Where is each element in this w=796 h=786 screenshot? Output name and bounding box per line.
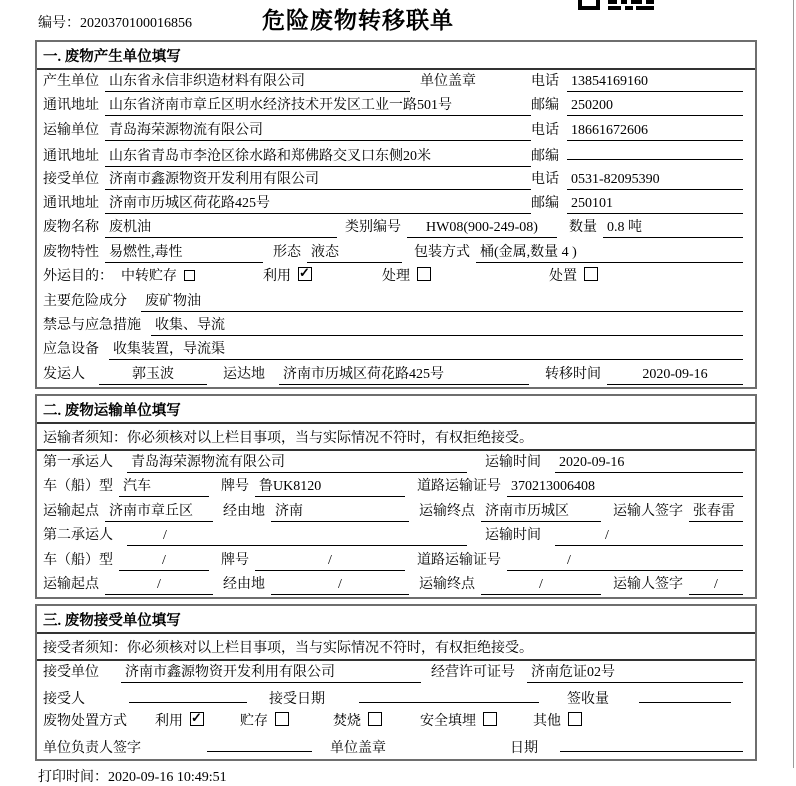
first-carrier-label: 第一承运人 xyxy=(43,455,113,471)
receiver-notice-text: 接受者须知：你必须核对以上栏目事项，当与实际情况不符时，有权拒绝接受。 xyxy=(43,640,533,656)
section-receiver-title: 三. 废物接受单位填写 xyxy=(37,606,755,634)
section-transporter-title: 二. 废物运输单位填写 xyxy=(37,396,755,424)
plate-label: 牌号 xyxy=(221,479,249,495)
receive-date-value xyxy=(359,686,539,703)
row-waste-character xyxy=(37,241,755,265)
row-transporter xyxy=(37,119,755,143)
disposal-other-checkbox xyxy=(568,712,582,726)
serial-number: 2020370100016856 xyxy=(80,16,192,31)
transporter-value: 青岛海荣源物流有限公司 xyxy=(105,119,531,141)
license-value: 济南危证02号 xyxy=(527,661,743,683)
first-carrier-value: 青岛海荣源物流有限公司 xyxy=(127,451,467,473)
receiver-zip-value: 250101 xyxy=(567,196,743,214)
terminus-2-value: / xyxy=(481,577,601,595)
row-receiver-address xyxy=(37,192,755,216)
row-producer-address xyxy=(37,94,755,118)
vehicle-type-2-value: / xyxy=(119,553,209,571)
destination-value: 济南市历城区荷花路425号 xyxy=(279,363,529,385)
destination-label: 运达地 xyxy=(223,366,265,382)
quantity-value: 0.8 吨 xyxy=(603,216,743,238)
vehicle-type-1-value: 汽车 xyxy=(119,475,209,497)
row-hazard-component xyxy=(37,290,755,314)
print-time-label: 打印时间： xyxy=(38,769,108,785)
plate-2-value: / xyxy=(255,553,405,571)
carrier-sign-2-value: / xyxy=(689,577,743,595)
character-value: 易燃性,毒性 xyxy=(105,241,263,263)
row-receiver xyxy=(37,168,755,192)
equipment-label: 应急设备 xyxy=(43,342,99,358)
row-vehicle-2 xyxy=(37,549,755,573)
transport-time-label: 运输时间 xyxy=(485,528,541,544)
document-header xyxy=(0,0,796,40)
producer-phone-value: 13854169160 xyxy=(567,74,743,92)
transporter-address-value: 山东省青岛市李沧区徐水路和郑佛路交叉口东侧20米 xyxy=(105,145,531,167)
row-first-carrier xyxy=(37,451,755,475)
page-right-border xyxy=(793,0,794,768)
waste-name-value: 废机油 xyxy=(105,216,337,238)
category-label: 类别编号 xyxy=(345,220,401,236)
row-route-2 xyxy=(37,573,755,597)
disposal-use-checkbox-checked xyxy=(190,712,204,726)
character-label: 废物特性 xyxy=(43,244,99,260)
transport-time-label: 运输时间 xyxy=(485,455,541,471)
receiver-phone-value: 0531-82095390 xyxy=(567,172,743,190)
option-disposal-burn xyxy=(333,710,382,730)
transfer-storage-checkbox xyxy=(184,270,195,281)
option-disposal-landfill xyxy=(420,710,497,730)
origin-label: 运输起点 xyxy=(43,503,99,519)
transporter-label: 运输单位 xyxy=(43,122,99,138)
packing-value: 桶(金属,数量 4 ) xyxy=(476,241,743,263)
receiving-unit-value: 济南市鑫源物资开发利用有限公司 xyxy=(121,661,421,683)
section-transporter xyxy=(35,394,757,599)
row-transport-purpose xyxy=(37,265,755,289)
second-carrier-label: 第二承运人 xyxy=(43,528,113,544)
producer-label: 产生单位 xyxy=(43,74,99,89)
phone-label: 电话 xyxy=(531,122,559,138)
option-disposal-other-label: 其他 xyxy=(533,714,561,730)
quantity-label: 数量 xyxy=(569,220,597,236)
second-carrier-value: / xyxy=(127,528,467,546)
option-transfer-storage xyxy=(121,265,195,285)
transfer-time-label: 转移时间 xyxy=(545,366,601,382)
via-label: 经由地 xyxy=(223,577,265,593)
row-transporter-notice xyxy=(37,424,755,451)
date-label: 日期 xyxy=(510,740,538,756)
row-shipper xyxy=(37,363,755,387)
option-treat xyxy=(382,265,431,285)
row-recipient xyxy=(37,686,755,710)
row-emergency-equipment xyxy=(37,338,755,362)
page-title: 危险废物转移联单 xyxy=(262,8,454,33)
disposal-store-checkbox xyxy=(275,712,289,726)
origin-1-value: 济南市章丘区 xyxy=(105,500,213,522)
transporter-phone-value: 18661672606 xyxy=(567,123,743,141)
option-use-label: 利用 xyxy=(263,269,291,285)
disposal-landfill-checkbox xyxy=(483,712,497,726)
receive-date-label: 接受日期 xyxy=(269,691,325,707)
hazard-label: 主要危险成分 xyxy=(43,293,127,309)
terminus-label: 运输终点 xyxy=(419,577,475,593)
option-disposal-use xyxy=(155,710,204,730)
row-receiver-notice xyxy=(37,634,755,661)
receiver-address-value: 济南市历城区荷花路425号 xyxy=(105,192,531,214)
serial-label: 编号： xyxy=(38,16,80,31)
option-dispose-label: 处置 xyxy=(549,269,577,285)
form-value: 液态 xyxy=(307,241,402,263)
row-disposal-method xyxy=(37,710,755,734)
transfer-time-value: 2020-09-16 xyxy=(607,367,743,385)
row-second-carrier xyxy=(37,524,755,548)
zip-label: 邮编 xyxy=(531,149,559,165)
use-checkbox-checked xyxy=(298,267,312,281)
via-1-value: 济南 xyxy=(271,500,409,522)
transporter-zip-value xyxy=(567,143,743,160)
hazard-value: 废矿物油 xyxy=(141,290,743,312)
purpose-label: 外运目的： xyxy=(43,269,113,285)
row-vehicle-1 xyxy=(37,475,755,499)
date-value xyxy=(560,735,743,752)
first-carrier-time-value: 2020-09-16 xyxy=(555,455,743,473)
shipper-label: 发运人 xyxy=(43,366,85,382)
transporter-notice-text: 运输者须知：你必须核对以上栏目事项，当与实际情况不符时，有权拒绝接受。 xyxy=(43,430,533,446)
license-label: 经营许可证号 xyxy=(431,665,515,681)
head-signature-value xyxy=(207,735,312,752)
terminus-1-value: 济南市历城区 xyxy=(481,500,601,522)
carrier-sign-1-value: 张春雷 xyxy=(689,500,743,522)
signed-amount-label: 签收量 xyxy=(567,691,609,707)
disposal-burn-checkbox xyxy=(368,712,382,726)
vehicle-type-label: 车（船）型 xyxy=(43,552,113,568)
category-value: HW08(900-249-08) xyxy=(407,220,557,238)
address-label: 通讯地址 xyxy=(43,98,99,114)
option-disposal-landfill-label: 安全填埋 xyxy=(420,714,476,730)
producer-address-value: 山东省济南市章丘区明水经济技术开发区工业一路501号 xyxy=(105,94,531,116)
via-2-value: / xyxy=(271,577,409,595)
phone-label: 电话 xyxy=(531,171,559,187)
print-time-value: 2020-09-16 10:49:51 xyxy=(108,769,227,785)
plate-1-value: 鲁UK8120 xyxy=(255,475,405,497)
disposal-method-label: 废物处置方式 xyxy=(43,714,127,730)
option-transfer-storage-label: 中转贮存 xyxy=(121,269,177,285)
terminus-label: 运输终点 xyxy=(419,503,475,519)
option-disposal-use-label: 利用 xyxy=(155,714,183,730)
row-transporter-address xyxy=(37,143,755,167)
receiver-label: 接受单位 xyxy=(43,171,99,187)
head-signature-label: 单位负责人签字 xyxy=(43,740,141,756)
seal-label: 单位盖章 xyxy=(420,74,476,89)
road-permit-label: 道路运输证号 xyxy=(417,552,501,568)
section-receiver xyxy=(35,604,757,761)
phone-label: 电话 xyxy=(531,74,559,89)
plate-label: 牌号 xyxy=(221,552,249,568)
road-permit-1-value: 370213006408 xyxy=(507,479,743,497)
origin-label: 运输起点 xyxy=(43,577,99,593)
section-producer xyxy=(35,40,757,389)
taboo-value: 收集、导流 xyxy=(151,314,743,336)
option-disposal-burn-label: 焚烧 xyxy=(333,714,361,730)
unit-seal-label: 单位盖章 xyxy=(330,740,386,756)
packing-label: 包装方式 xyxy=(414,244,470,260)
option-treat-label: 处理 xyxy=(382,269,410,285)
address-label: 通讯地址 xyxy=(43,149,99,165)
via-label: 经由地 xyxy=(223,503,265,519)
signed-amount-value xyxy=(639,686,731,703)
option-disposal-store-label: 贮存 xyxy=(240,714,268,730)
zip-label: 邮编 xyxy=(531,195,559,211)
taboo-label: 禁忌与应急措施 xyxy=(43,317,141,333)
carrier-sign-label: 运输人签字 xyxy=(613,503,683,519)
zip-label: 邮编 xyxy=(531,98,559,114)
receiving-unit-label: 接受单位 xyxy=(43,665,99,681)
row-receiving-unit xyxy=(37,661,755,685)
option-disposal-store xyxy=(240,710,289,730)
row-producer xyxy=(37,70,755,94)
receiver-value: 济南市鑫源物资开发利用有限公司 xyxy=(105,168,531,190)
row-taboo-measures xyxy=(37,314,755,338)
recipient-label: 接受人 xyxy=(43,691,85,707)
section-producer-title: 一. 废物产生单位填写 xyxy=(37,42,755,70)
producer-value: 山东省永信非织造材料有限公司 xyxy=(105,70,410,92)
waste-name-label: 废物名称 xyxy=(43,220,99,236)
producer-zip-value: 250200 xyxy=(567,98,743,116)
vehicle-type-label: 车（船）型 xyxy=(43,479,113,495)
carrier-sign-label: 运输人签字 xyxy=(613,577,683,593)
dispose-checkbox xyxy=(584,267,598,281)
row-route-1 xyxy=(37,500,755,524)
address-label: 通讯地址 xyxy=(43,195,99,211)
row-head-signature xyxy=(37,735,755,759)
treat-checkbox xyxy=(417,267,431,281)
road-permit-label: 道路运输证号 xyxy=(417,479,501,495)
print-time-line xyxy=(38,766,796,786)
option-disposal-other xyxy=(533,710,582,730)
option-use xyxy=(263,265,312,285)
second-carrier-time-value: / xyxy=(555,528,743,546)
road-permit-2-value: / xyxy=(507,553,743,571)
equipment-value: 收集装置，导流渠 xyxy=(109,338,743,360)
option-dispose xyxy=(549,265,598,285)
row-waste-name xyxy=(37,216,755,240)
shipper-value: 郭玉波 xyxy=(99,363,207,385)
origin-2-value: / xyxy=(105,577,213,595)
recipient-value xyxy=(129,686,247,703)
form-label: 形态 xyxy=(273,244,301,260)
qr-code-fragment-icon xyxy=(578,0,654,10)
